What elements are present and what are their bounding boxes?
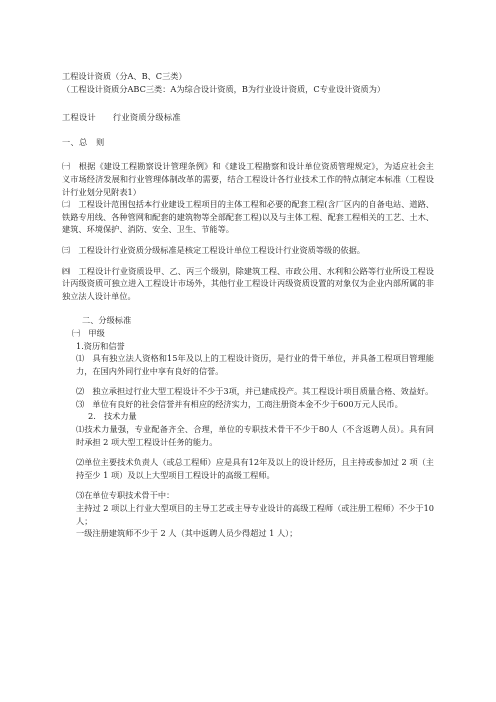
doc-title-line-1: 工程设计资质（分A、B、C三类）	[62, 71, 187, 81]
tech-item-3a: 主持过 2 项以上行业大型项目的主导工艺或主导专业设计的高级工程师（或注册工程师）不少于10人；	[76, 503, 434, 526]
general-paragraph-3: ㈢ 工程设计行业资质分级标准是核定工程设计单位工程设计行业资质等级的依据。	[62, 244, 365, 255]
tech-item-2: ⑵单位主要技术负责人（或总工程师）应是具有12年及以上的设计经历，且主持或参加过 2 项（主持至少 1 项）及以上大型项目工程设计的高级工程师。	[76, 457, 434, 480]
general-paragraph-1: ㈠ 根据《建设工程勘察设计管理条例》和《建设工程勘察和设计单位资质管理规定》，为适应社会主义市场经济发展和行业管理体制改革的需要，结合工程设计各行业技术工作的特点制定本标准（工程设计行业划分见附表1）	[62, 161, 434, 197]
tech-item-1: ⑴技术力量强，专业配备齐全、合理，单位的专职技术骨干不少于80人（不含返聘人员）。具有同时承担 2 项大型工程设计任务的能力。	[76, 424, 434, 447]
qualification-item-2: ⑵ 独立承担过行业大型工程设计不少于3项，并已建成投产。其工程设计项目质量合格、效益好。	[76, 386, 434, 397]
grading-heading: 二、分级标准	[82, 315, 132, 326]
section-title: 工程设计 行业资质分级标准	[62, 112, 181, 123]
qualification-item-3: ⑶ 单位有良好的社会信誉并有相应的经济实力，工商注册资本金不少于600万元人民币。	[76, 398, 403, 409]
general-heading: 一、总 则	[62, 136, 105, 147]
general-paragraph-2: ㈡ 工程设计范围包括本行业建设工程项目的主体工程和必要的配套工程(含厂区内的自备电站、道路、铁路专用线、各种管网和配套的建筑物等全部配套工程)以及与主体工程、配套工程相关的工艺、土木、建筑、环境保护、消防、安全、卫生、节能等。	[62, 199, 434, 235]
tech-item-3: ⑶在单位专职技术骨干中：	[76, 490, 175, 501]
document-page	[62, 70, 434, 540]
tech-item-3b: 一级注册建筑师不少于 2 人（其中返聘人员少得超过 1 人）；	[76, 528, 298, 539]
general-paragraph-4: ㈣ 工程设计行业资质设甲、乙、丙三个级别，除建筑工程、市政公用、水利和公路等行业所设工程设计丙级资质可独立进入工程设计市场外，其他行业工程设计丙级资质设置的对象仅为企业内部所属的非独立法人设计单位。	[62, 265, 434, 301]
qualification-item-1: ⑴ 具有独立法人资格和15年及以上的工程设计资历，是行业的骨干单位，并具备工程项目管理能力，在国内外同行业中享有良好的信誉。	[76, 353, 434, 376]
doc-title-line-2: （工程设计资质分ABC三类：A为综合设计资质，B为行业设计资质，C专业设计资质为）	[62, 83, 386, 94]
grade-a-heading: ㈠ 甲级	[72, 327, 105, 338]
tech-heading: 2. 技术力量	[88, 411, 137, 422]
qualification-heading: 1.资历和信誉	[76, 340, 125, 351]
